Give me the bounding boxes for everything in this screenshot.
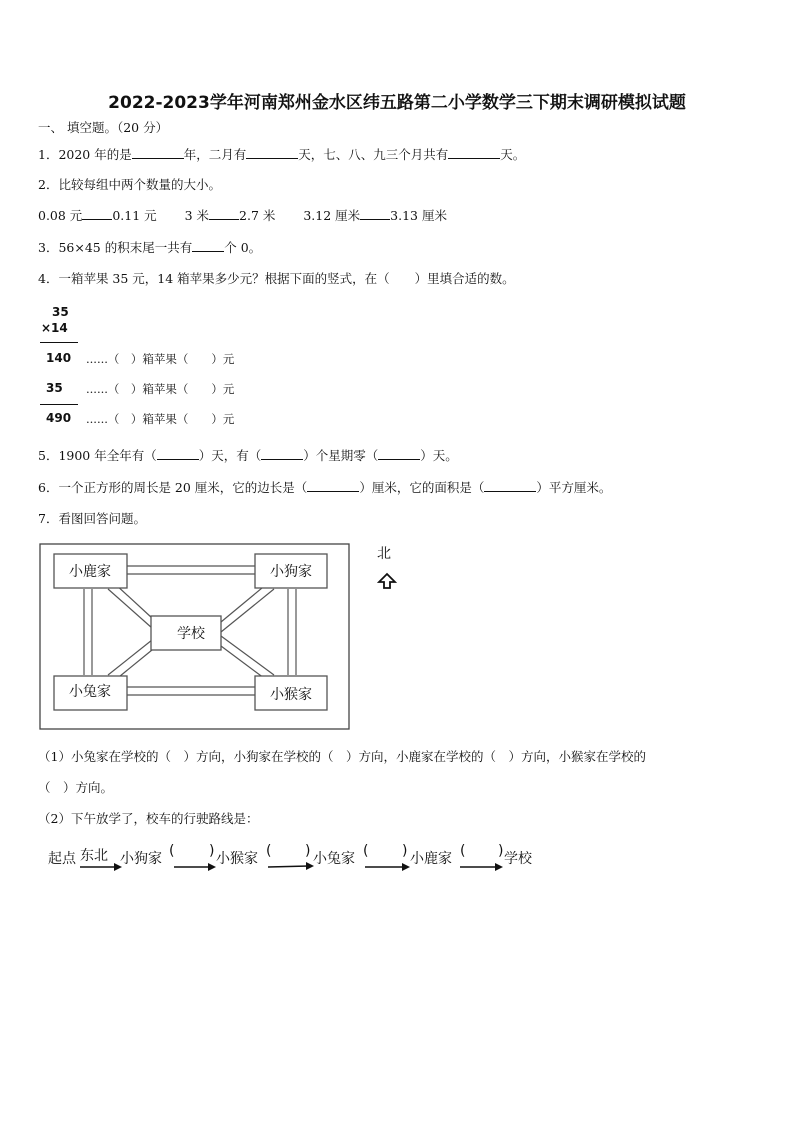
question-4: 4．一箱苹果 35 元，14 箱苹果多少元？根据下面的竖式，在（ ）里填合适的数。 (38, 271, 515, 286)
answer-blank[interactable] (261, 447, 303, 460)
answer-blank[interactable] (378, 447, 420, 460)
up-arrow-outline-icon (377, 572, 397, 590)
arrow-right-icon (495, 863, 503, 871)
question-1: 1．2020 年的是 年，二月有 天，七、八、九三个月共有 天。 (38, 147, 526, 162)
partial-note: ......（ ）箱苹果（ ）元 (86, 352, 235, 366)
final-product: 490 (46, 411, 72, 425)
answer-blank[interactable] (246, 146, 298, 159)
answer-blank[interactable] (192, 239, 224, 252)
route-paren-close: ) (305, 843, 311, 859)
arrow-right-icon (306, 862, 314, 870)
route-first-direction: 东北 (80, 848, 108, 864)
route-stop: 小狗家 (120, 851, 162, 867)
question-7: 7．看图回答问题。 (38, 511, 146, 526)
answer-blank[interactable] (448, 146, 500, 159)
route-stop: 小鹿家 (410, 851, 452, 867)
north-label: 北 (377, 546, 391, 562)
route-paren-close: ) (402, 843, 408, 859)
question-2: 2．比较每组中两个数量的大小。 (38, 177, 221, 192)
route-paren-open: ( (169, 843, 175, 859)
subquestion-2: （2）下午放学了，校车的行驶路线是： (38, 811, 259, 826)
label-deer-house: 小鹿家 (69, 564, 111, 580)
route-paren-close: ) (209, 843, 215, 859)
route-start: 起点 (48, 851, 76, 867)
subquestion-1-line-1: （1）小兔家在学校的（ ）方向，小狗家在学校的（ ）方向，小鹿家在学校的（ ）方向，小猴家在学校的 (38, 749, 646, 764)
subquestion-1-line-2: （ ）方向。 (38, 780, 114, 795)
answer-blank[interactable] (307, 479, 359, 492)
label-school: 学校 (177, 626, 205, 642)
arrow-right-icon (208, 863, 216, 871)
answer-blank[interactable] (157, 447, 199, 460)
route-arrows (78, 858, 538, 874)
route-paren-open: ( (363, 843, 369, 859)
calc-line (40, 404, 78, 405)
arrow-right-icon (114, 863, 122, 871)
question-6: 6．一个正方形的周长是 20 厘米，它的边长是（ ）厘米，它的面积是（ ）平方厘米。 (38, 480, 612, 495)
route-stop: 学校 (504, 851, 532, 867)
multiplicand: 35 (52, 305, 69, 319)
partial-note: ......（ ）箱苹果（ ）元 (86, 382, 235, 396)
route-stop: 小猴家 (216, 851, 258, 867)
label-monkey-house: 小猴家 (270, 687, 312, 703)
compare-blank[interactable] (360, 207, 390, 220)
partial-product: 140 (46, 351, 72, 365)
page-title: 2022-2023学年河南郑州金水区纬五路第二小学数学三下期末调研模拟试题 (108, 93, 686, 113)
route-paren-open: ( (266, 843, 272, 859)
label-dog-house: 小狗家 (270, 564, 312, 580)
comparison-row: 0.08 元 0.11 元 3 米 2.7 米 3.12 厘米 3.13 厘米 (38, 208, 447, 223)
partial-note: ......（ ）箱苹果（ ）元 (86, 412, 235, 426)
question-5: 5．1900 年全年有（ ）天，有（ ）个星期零（ ）天。 (38, 448, 458, 463)
route-paren-open: ( (460, 843, 466, 859)
compare-blank[interactable] (209, 207, 239, 220)
route-paren-close: ) (498, 843, 504, 859)
answer-blank[interactable] (484, 479, 536, 492)
arrow-right-icon (402, 863, 410, 871)
compare-blank[interactable] (82, 207, 112, 220)
multiplier: ×14 (41, 321, 68, 335)
answer-blank[interactable] (132, 146, 184, 159)
route-stop: 小兔家 (313, 851, 355, 867)
section-heading: 一、 填空题。（20 分） (38, 120, 169, 135)
question-3: 3．56×45 的积末尾一共有 个 0。 (38, 240, 262, 255)
partial-product: 35 (46, 381, 63, 395)
label-rabbit-house: 小兔家 (69, 684, 111, 700)
calc-line (40, 342, 78, 343)
map-diagram (38, 542, 352, 732)
